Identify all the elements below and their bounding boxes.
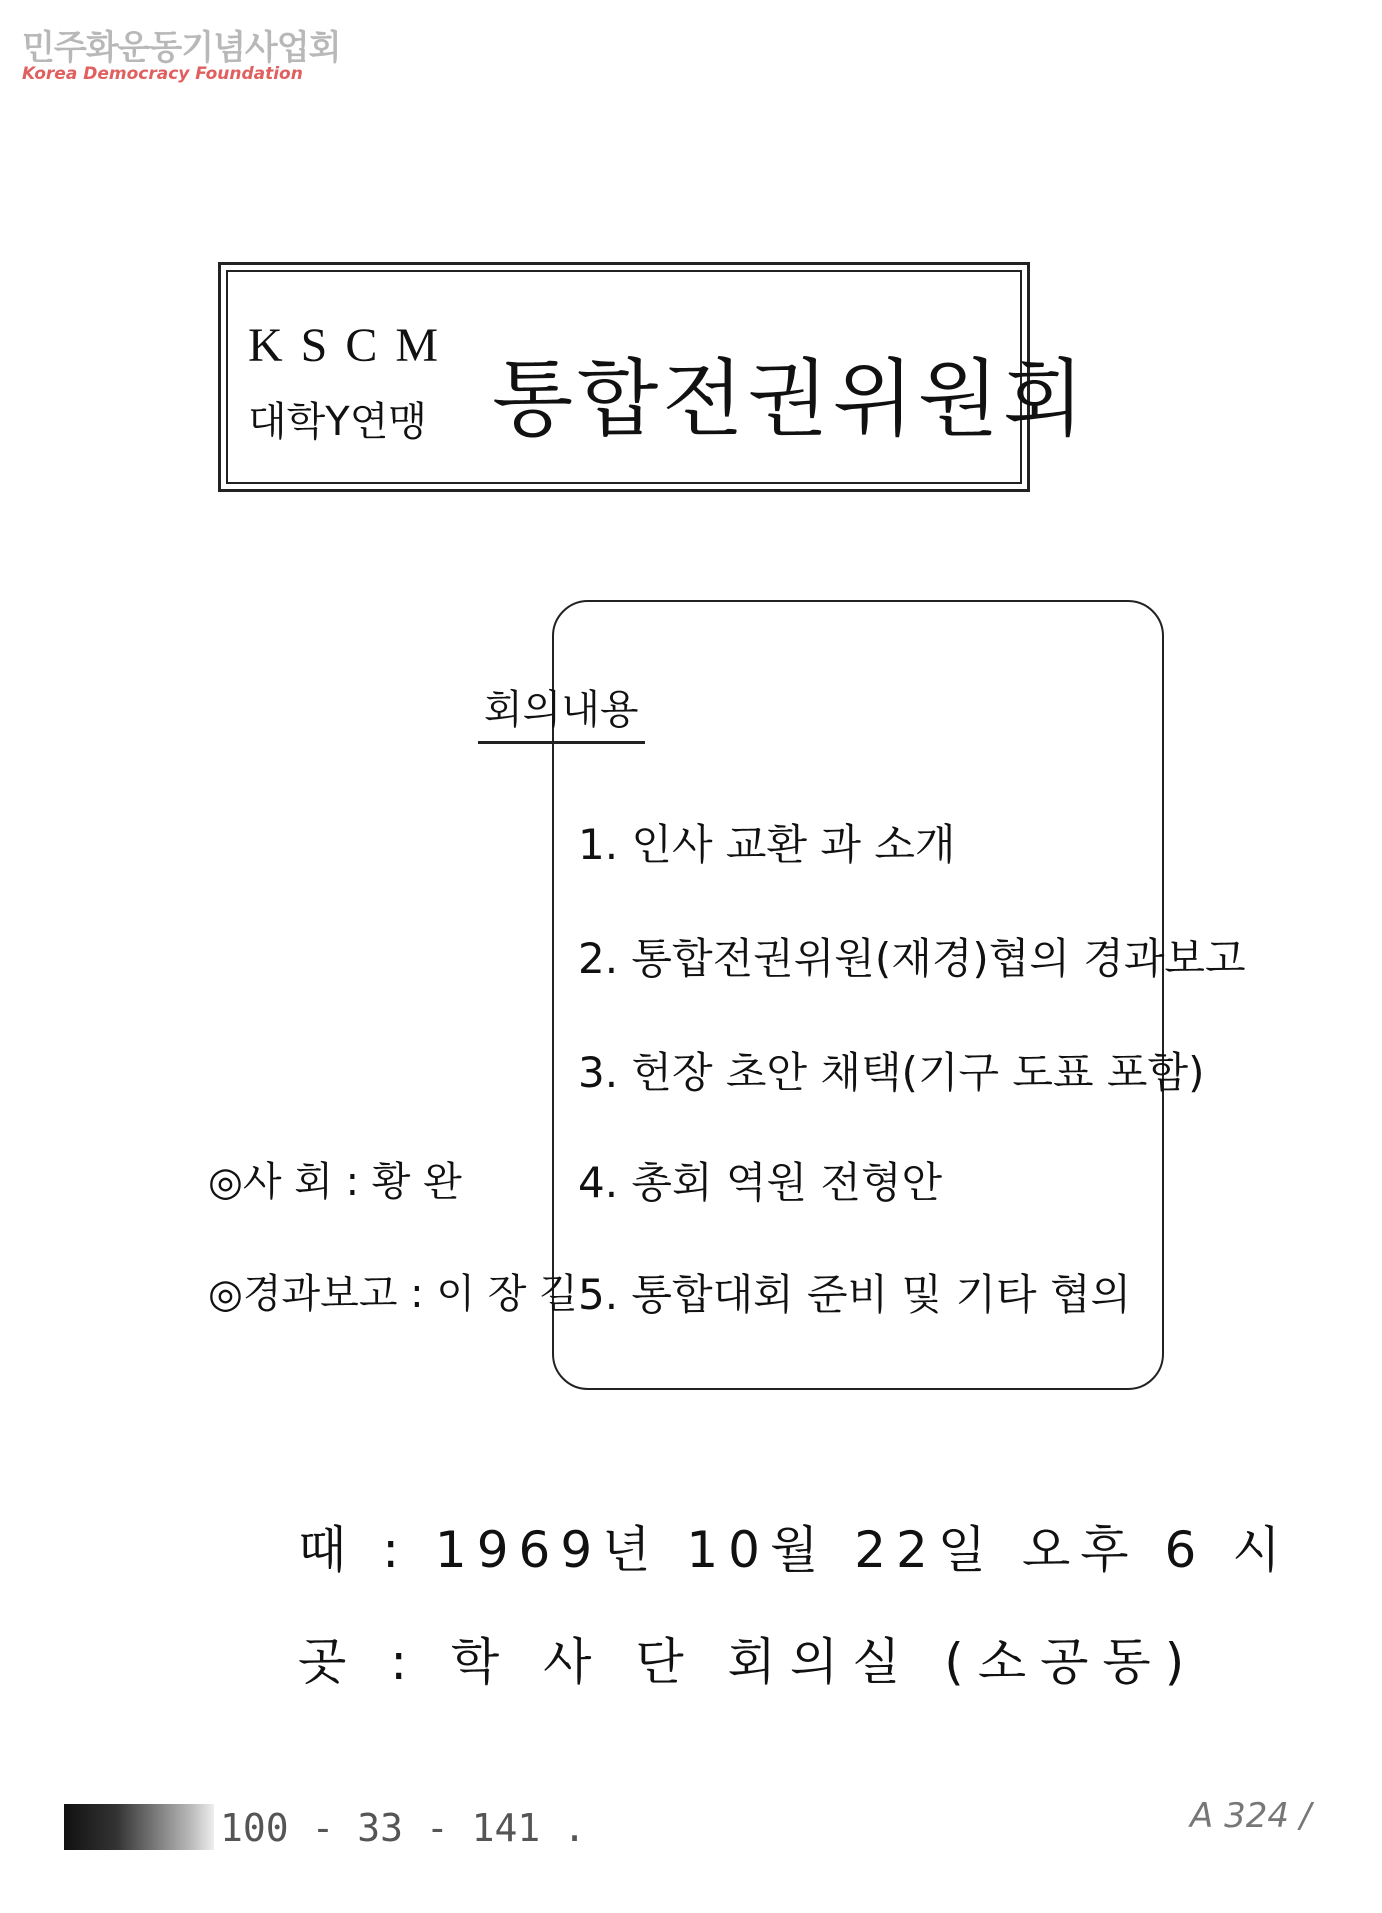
meeting-place: 곳 : 학 사 단 회의실 (소공동) — [298, 1633, 1199, 1691]
meeting-time: 때 : 1969년 10월 22일 오후 6 시 — [298, 1521, 1291, 1579]
handwritten-mark: A 324 / — [1190, 1796, 1312, 1836]
organization-korean: 대학Y연맹 — [248, 399, 427, 445]
agenda-item: 2. 통합전권위원(재경)협의 경과보고 — [578, 934, 1246, 983]
agenda-item: 4. 총회 역원 전형안 — [578, 1158, 943, 1207]
role-progress-report: ◎경과보고 : 이 장 길 — [208, 1271, 578, 1317]
archive-reference: 100 - 33 - 141 . — [220, 1806, 587, 1850]
archive-barcode — [64, 1804, 214, 1850]
agenda-heading: 회의내용 — [478, 678, 645, 744]
watermark-korean: 민주화운동기념사업회 — [22, 28, 341, 68]
page-title: 통합전권위원회 — [492, 350, 1089, 448]
watermark-english: Korea Democracy Foundation — [22, 64, 303, 84]
organization-english: KSCM — [248, 319, 457, 372]
agenda-item: 5. 통합대회 준비 및 기타 협의 — [578, 1270, 1132, 1319]
agenda-item: 1. 인사 교환 과 소개 — [578, 820, 956, 869]
agenda-item: 3. 헌장 초안 채택(기구 도표 포함) — [578, 1048, 1205, 1097]
role-moderator: ◎사 회 : 황 완 — [208, 1159, 462, 1205]
